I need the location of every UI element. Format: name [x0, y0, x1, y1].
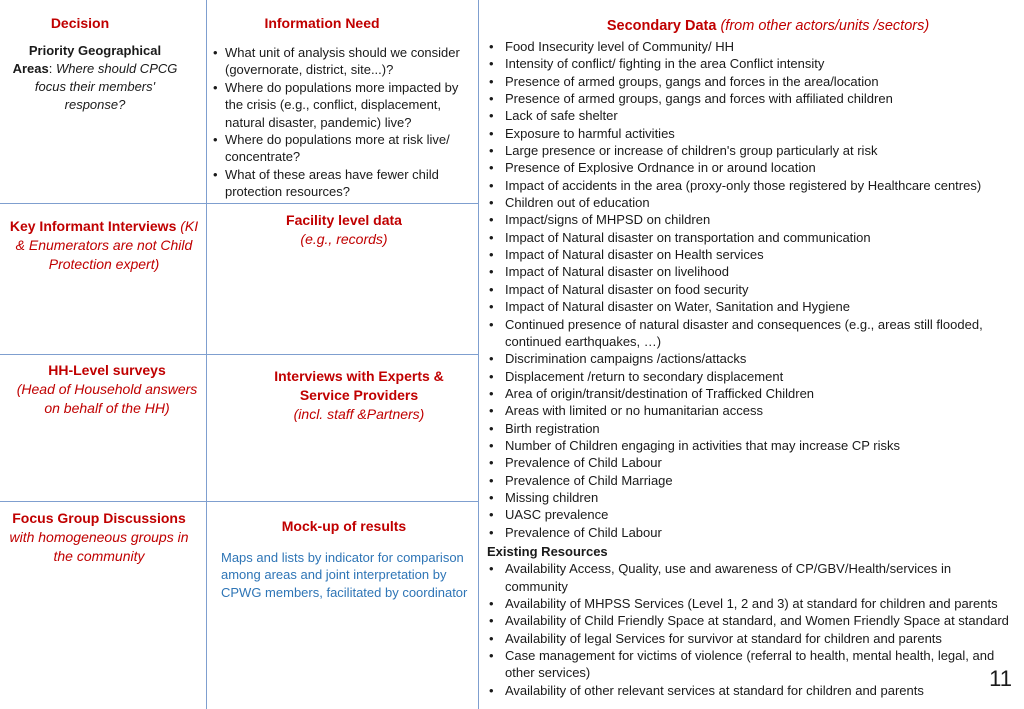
- list-item: • What of these areas have fewer child protection resources?: [211, 166, 473, 201]
- decision-cell: [10, 42, 180, 114]
- ki-cell: [6, 217, 202, 274]
- list-item: • Availability of other relevant services at standard for children and parents: [487, 682, 1017, 699]
- list-item: • Prevalence of Child Labour: [487, 524, 1017, 541]
- header-secondary-data: [478, 18, 1024, 34]
- hh-cell: [12, 361, 202, 418]
- existing-resources-title: Existing Resources: [487, 543, 608, 559]
- header-decision: Decision: [50, 15, 110, 31]
- secondary-data-list: [487, 38, 1017, 541]
- divider-col2: [478, 0, 479, 709]
- list-item: • Lack of safe shelter: [487, 107, 1017, 124]
- list-item: • Presence of armed groups, gangs and forces with affiliated children: [487, 90, 1017, 107]
- decision-question: Where should CPCG focus their members' response?: [34, 61, 178, 112]
- list-item: • Large presence or increase of children's group particularly at risk: [487, 142, 1017, 159]
- list-item: • Impact of Natural disaster on Water, Sanitation and Hygiene: [487, 298, 1017, 315]
- facility-title: Facility level data: [286, 212, 402, 228]
- ki-title: Key Informant Interviews: [9, 218, 181, 234]
- list-item: • Children out of education: [487, 194, 1017, 211]
- list-item: • What unit of analysis should we consider (governorate, district, site...)?: [211, 44, 473, 79]
- facility-note: (e.g., records): [300, 231, 388, 247]
- list-item: • Presence of armed groups, gangs and forces in the area/location: [487, 73, 1017, 90]
- list-item: • Displacement /return to secondary displacement: [487, 368, 1017, 385]
- facility-cell: [216, 211, 472, 249]
- list-item: • Availability of Child Friendly Space at standard, and Women Friendly Space at standard: [487, 612, 1017, 629]
- divider-row3: [0, 501, 478, 502]
- list-item: • Missing children: [487, 489, 1017, 506]
- list-item: • Intensity of conflict/ fighting in the area Conflict intensity: [487, 55, 1017, 72]
- hh-note: (Head of Household answers on behalf of the HH): [16, 381, 198, 416]
- information-need-list: [211, 44, 473, 201]
- list-item: • Impact of Natural disaster on Health services: [487, 246, 1017, 263]
- list-item: • Birth registration: [487, 420, 1017, 437]
- list-item: • Areas with limited or no humanitarian access: [487, 402, 1017, 419]
- list-item: • Impact/signs of MHPSD on children: [487, 211, 1017, 228]
- list-item: • Impact of Natural disaster on livelihood: [487, 263, 1017, 280]
- list-item: • Prevalence of Child Labour: [487, 454, 1017, 471]
- header-information-need: Information Need: [264, 15, 380, 31]
- secondary-data-column: [487, 38, 1017, 699]
- decision-label: Priority Geographical Areas: [12, 43, 162, 76]
- experts-cell: [250, 367, 468, 424]
- decision-colon: :: [48, 61, 56, 76]
- list-item: • UASC prevalence: [487, 506, 1017, 523]
- list-item: • Food Insecurity level of Community/ HH: [487, 38, 1017, 55]
- list-item: • Where do populations more impacted by the crisis (e.g., conflict, displacement, natural disaster, pandemic) live?: [211, 79, 473, 131]
- list-item: • Impact of Natural disaster on transportation and communication: [487, 229, 1017, 246]
- list-item: • Impact of accidents in the area (proxy-only those registered by Healthcare centres): [487, 177, 1017, 194]
- secondary-note: (from other actors/units /sectors): [720, 18, 930, 34]
- list-item: • Prevalence of Child Marriage: [487, 472, 1017, 489]
- mockup-title: Mock-up of results: [281, 518, 407, 534]
- list-item: • Discrimination campaigns /actions/attacks: [487, 350, 1017, 367]
- experts-note: (incl. staff &Partners): [293, 406, 425, 422]
- list-item: • Availability Access, Quality, use and awareness of CP/GBV/Health/services in community: [487, 560, 1017, 595]
- list-item: • Case management for victims of violence (referral to health, mental health, legal, and other services): [487, 647, 1017, 682]
- list-item: • Availability of legal Services for survivor at standard for children and parents: [487, 630, 1017, 647]
- list-item: • Where do populations more at risk live/ concentrate?: [211, 131, 473, 166]
- list-item: • Exposure to harmful activities: [487, 125, 1017, 142]
- ki-note: (KI & Enumerators are not Child Protection expert): [15, 218, 199, 272]
- secondary-title: Secondary Data: [606, 18, 717, 34]
- existing-resources-list: [487, 560, 1017, 699]
- mockup-description: Maps and lists by indicator for comparison among areas and joint interpretation by CPWG members, facilitated by coordinator: [221, 550, 468, 600]
- list-item: • Area of origin/transit/destination of Trafficked Children: [487, 385, 1017, 402]
- list-item: • Impact of Natural disaster on food security: [487, 281, 1017, 298]
- list-item: • Continued presence of natural disaster and consequences (e.g., areas still flooded, continued earthquakes, …): [487, 316, 1017, 351]
- list-item: • Number of Children engaging in activities that may increase CP risks: [487, 437, 1017, 454]
- list-item: • Presence of Explosive Ordnance in or around location: [487, 159, 1017, 176]
- divider-row2: [0, 354, 478, 355]
- fgd-note: with homogeneous groups in the community: [9, 529, 189, 564]
- hh-title: HH-Level surveys: [48, 362, 166, 378]
- fgd-cell: [8, 509, 190, 566]
- page-number: 11: [989, 666, 1012, 691]
- fgd-title: Focus Group Discussions: [12, 510, 186, 526]
- list-item: • Availability of MHPSS Services (Level 1, 2 and 3) at standard for children and parents: [487, 595, 1017, 612]
- divider-row1: [0, 203, 478, 204]
- experts-title: Interviews with Experts & Service Providers: [274, 368, 444, 403]
